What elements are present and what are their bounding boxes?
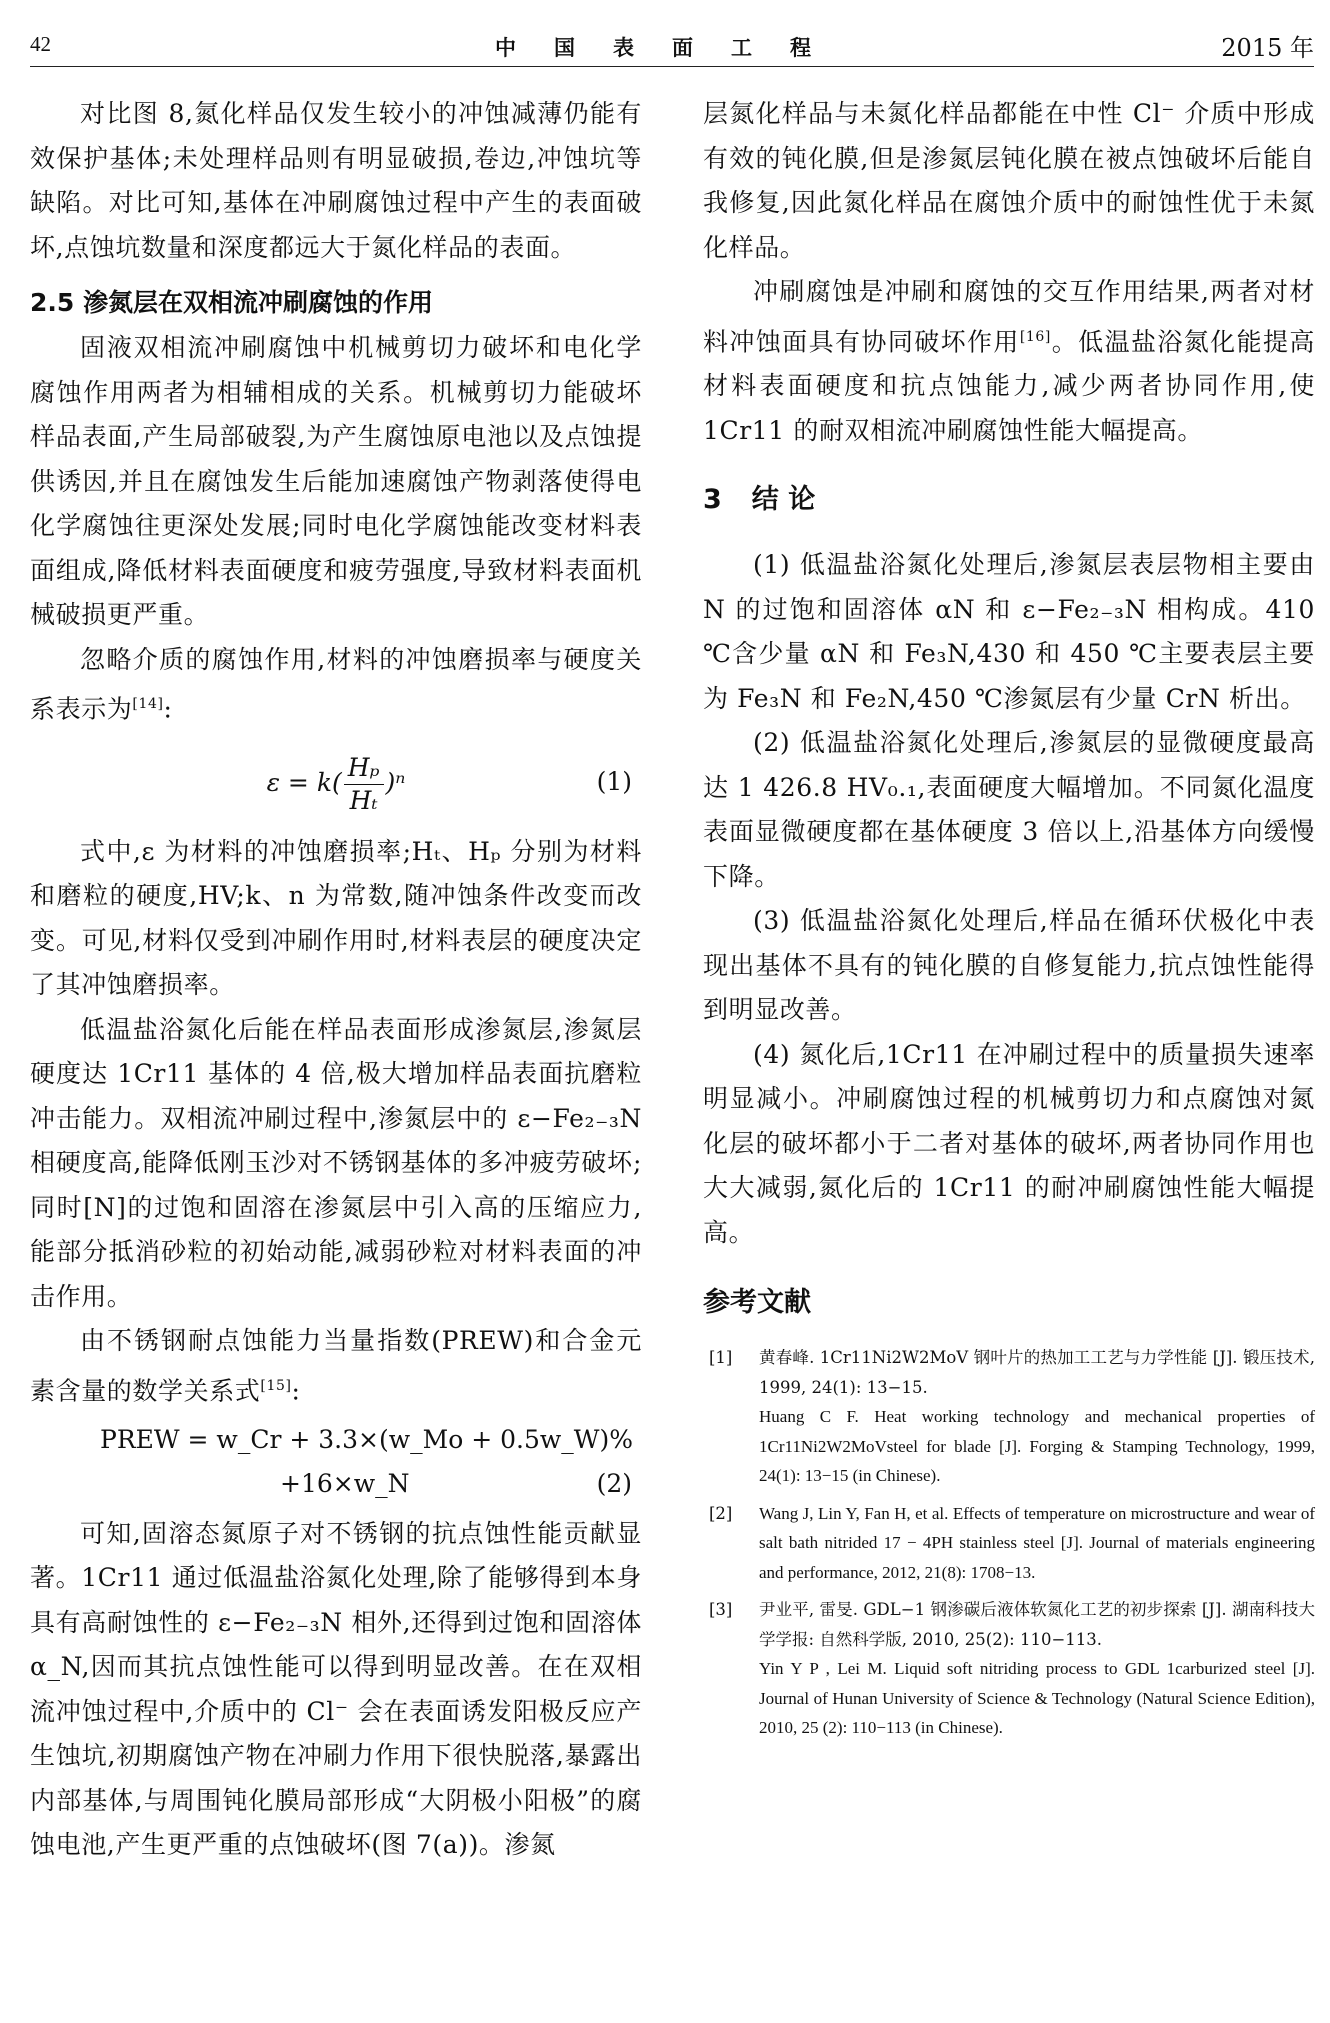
right-column <box>703 92 1315 1751</box>
paragraph-nitrogen-contribution: 可知,固溶态氮原子对不锈钢的抗点蚀性能贡献显著。1Cr11 通过低温盐浴氮化处理,除了能够得到本身具有高耐蚀性的 ε−Fe₂₋₃N 相外,还得到过饱和固溶体 α_N,因而其抗点蚀性能可以得到明显改善。在在双相流冲蚀过程中,介质中的 Cl⁻ 会在表面诱发阳极反应产生蚀坑,初期腐蚀产物在冲刷力作用下很快脱落,暴露出内部基体,与周围钝化膜局部形成“大阴极小阳极”的腐蚀电池,产生更严重的点蚀破坏(图 7(a))。渗氮 <box>30 1518 642 1860</box>
page-number: 42 <box>30 32 51 56</box>
running-header <box>30 26 1314 66</box>
publication-year: 2015 年 <box>1221 34 1314 62</box>
section-heading-conclusion <box>703 475 1315 525</box>
journal-title: 中国表面工程 <box>495 35 849 60</box>
equation-1-number: (1) <box>596 766 632 796</box>
reference-cn: 尹业平, 雷旻. GDL−1 钢渗碳后液体软氮化工艺的初步探索 [J]. 湖南科技大学学报: 自然科学版, 2010, 25(2): 110−113. <box>759 1600 1315 1649</box>
paragraph-text: 冲刷腐蚀是冲刷和腐蚀的交互作用结果,两者对材料冲蚀面具有协同破坏作用 <box>703 277 1315 356</box>
section-title: 结 论 <box>751 484 816 516</box>
equation-1-expression <box>30 734 642 817</box>
reference-cn: 黄春峰. 1Cr11Ni2W2MoV 钢叶片的热加工工艺与力学性能 [J]. 锻压技术, 1999, 24(1): 13−15. <box>759 1348 1315 1397</box>
citation-14: [14] <box>132 696 164 712</box>
citation-15: [15] <box>260 1377 292 1394</box>
equation-2-line-2: +16×w_N <box>280 1468 410 1498</box>
paragraph-fig8-comparison: 对比图 8,氮化样品仅发生较小的冲蚀减薄仍能有效保护基体;未处理样品则有明显破损,卷边,冲蚀坑等缺陷。对比可知,基体在冲刷腐蚀过程中产生的表面破坏,点蚀坑数量和深度都远大于氮化样品的表面。 <box>30 99 642 262</box>
reference-en: Wang J, Lin Y, Fan H, et al. Effects of temperature on microstructure and wear of salt bath nitrided 17 − 4PH stainless steel [J]. Journal of materials engineering and performance, 2012, 21(8): 1708−13. <box>759 1503 1315 1582</box>
equation-1-rhs: )ⁿ <box>385 767 406 797</box>
citation-16: [16] <box>1019 328 1051 345</box>
conclusion-3: (3) 低温盐浴氮化处理后,样品在循环伏极化中表现出基体不具有的钝化膜的自修复能力,抗点蚀性能得到明显改善。 <box>703 906 1315 1025</box>
equation-2-line-1: PREW = w_Cr + 3.3×(w_Mo + 0.5w_W)% <box>100 1424 633 1454</box>
conclusion-2: (2) 低温盐浴氮化处理后,渗氮层的显微硬度最高达 1 426.8 HV₀.₁,表面硬度大幅增加。不同氮化温度表面显微硬度都在基体硬度 3 倍以上,沿基体方向缓慢下降。 <box>703 728 1315 891</box>
equation-1-numerator: Hₚ <box>344 752 384 785</box>
paragraph-erosion-hardness <box>30 638 642 732</box>
paragraph-symbols: 式中,ε 为材料的冲蚀磨损率;Hₜ、Hₚ 分别为材料和磨粒的硬度,HV;k、n 为常数,随冲蚀条件改变而改变。可见,材料仅受到冲刷作用时,材料表层的硬度决定了其冲蚀磨损率。 <box>30 836 642 1000</box>
equation-1 <box>30 734 642 824</box>
paragraph-text-end: : <box>163 694 173 724</box>
equation-1-fraction <box>344 752 384 817</box>
section-heading-2-5: 2.5 渗氮层在双相流冲刷腐蚀的作用 <box>30 288 433 317</box>
equation-2-number: (2) <box>596 1468 632 1498</box>
paragraph-synergy <box>703 270 1315 453</box>
equation-1-lhs: ε = k( <box>266 767 342 797</box>
paragraph-passive-film: 层氮化样品与未氮化样品都能在中性 Cl⁻ 介质中形成有效的钝化膜,但是渗氮层钝化膜在被点蚀破坏后能自我修复,因此氮化样品在腐蚀介质中的耐蚀性优于未氮化样品。 <box>703 99 1315 262</box>
reference-en: Yin Y P , Lei M. Liquid soft nitriding process to GDL 1carburized steel [J]. Journal of Hunan University of Science & Technology (Natural Science Edition), 2010, 25 (2): 110−113 (in Chinese). <box>759 1659 1315 1738</box>
reference-1 <box>703 1343 1315 1491</box>
references-heading: 参考文献 <box>703 1287 811 1319</box>
reference-tag: [3] <box>709 1600 733 1620</box>
reference-tag: [2] <box>709 1503 733 1523</box>
conclusion-1: (1) 低温盐浴氮化处理后,渗氮层表层物相主要由 N 的过饱和固溶体 αN 和 ε−Fe₂₋₃N 相构成。410 ℃含少量 αN 和 Fe₃N,430 和 450 ℃主要表层主要为 Fe₃N 和 Fe₂N,450 ℃渗氮层有少量 CrN 析出。 <box>703 550 1315 713</box>
paragraph-text: 忽略介质的腐蚀作用,材料的冲蚀磨损率与硬度关系表示为 <box>30 644 642 724</box>
paragraph-text-end: : <box>291 1376 301 1406</box>
paragraph-prew <box>30 1319 642 1413</box>
paragraph-text-end: 。低温盐浴氮化能提高材料表面硬度和抗点蚀能力,减少两者协同作用,使 1Cr11 的耐双相流冲刷腐蚀性能大幅提高。 <box>703 326 1315 445</box>
equation-2 <box>30 1418 642 1506</box>
reference-3 <box>703 1595 1315 1743</box>
paragraph-nitrided-layer: 低温盐浴氮化后能在样品表面形成渗氮层,渗氮层硬度达 1Cr11 基体的 4 倍,极大增加样品表面抗磨粒冲击能力。双相流冲刷过程中,渗氮层中的 ε−Fe₂₋₃N 相硬度高,能降低刚玉沙对不锈钢基体的多冲疲劳破坏;同时[N]的过饱和固溶在渗氮层中引入高的压缩应力,能部分抵消砂粒的初始动能,减弱砂粒对材料表面的冲击作用。 <box>30 1014 642 1311</box>
paragraph-two-phase-mechanism: 固液双相流冲刷腐蚀中机械剪切力破坏和电化学腐蚀作用两者为相辅相成的关系。机械剪切力能破坏样品表面,产生局部破裂,为产生腐蚀原电池以及点蚀提供诱因,并且在腐蚀发生后能加速腐蚀产物剥落使得电化学腐蚀往更深处发展;同时电化学腐蚀能改变材料表面组成,降低材料表面硬度和疲劳强度,导致材料表面机械破损更严重。 <box>30 333 642 629</box>
reference-en: Huang C F. Heat working technology and mechanical properties of 1Cr11Ni2W2MoVsteel for blade [J]. Forging & Stamping Technology, 1999, 24(1): 13−15 (in Chinese). <box>759 1407 1315 1486</box>
equation-1-denominator: Hₜ <box>349 785 378 815</box>
left-column <box>30 92 642 1868</box>
conclusion-4: (4) 氮化后,1Cr11 在冲刷过程中的质量损失速率明显减小。冲刷腐蚀过程的机械剪切力和点腐蚀对氮化层的破坏都小于二者对基体的破坏,两者协同作用也大大减弱,氮化后的 1Cr11 的耐冲刷腐蚀性能大幅提高。 <box>703 1039 1315 1247</box>
reference-tag: [1] <box>709 1348 733 1368</box>
reference-2 <box>703 1499 1315 1588</box>
section-number: 3 <box>703 484 722 516</box>
header-rule <box>30 66 1314 67</box>
paragraph-text: 由不锈钢耐点蚀能力当量指数(PREW)和合金元素含量的数学关系式 <box>30 1326 642 1406</box>
